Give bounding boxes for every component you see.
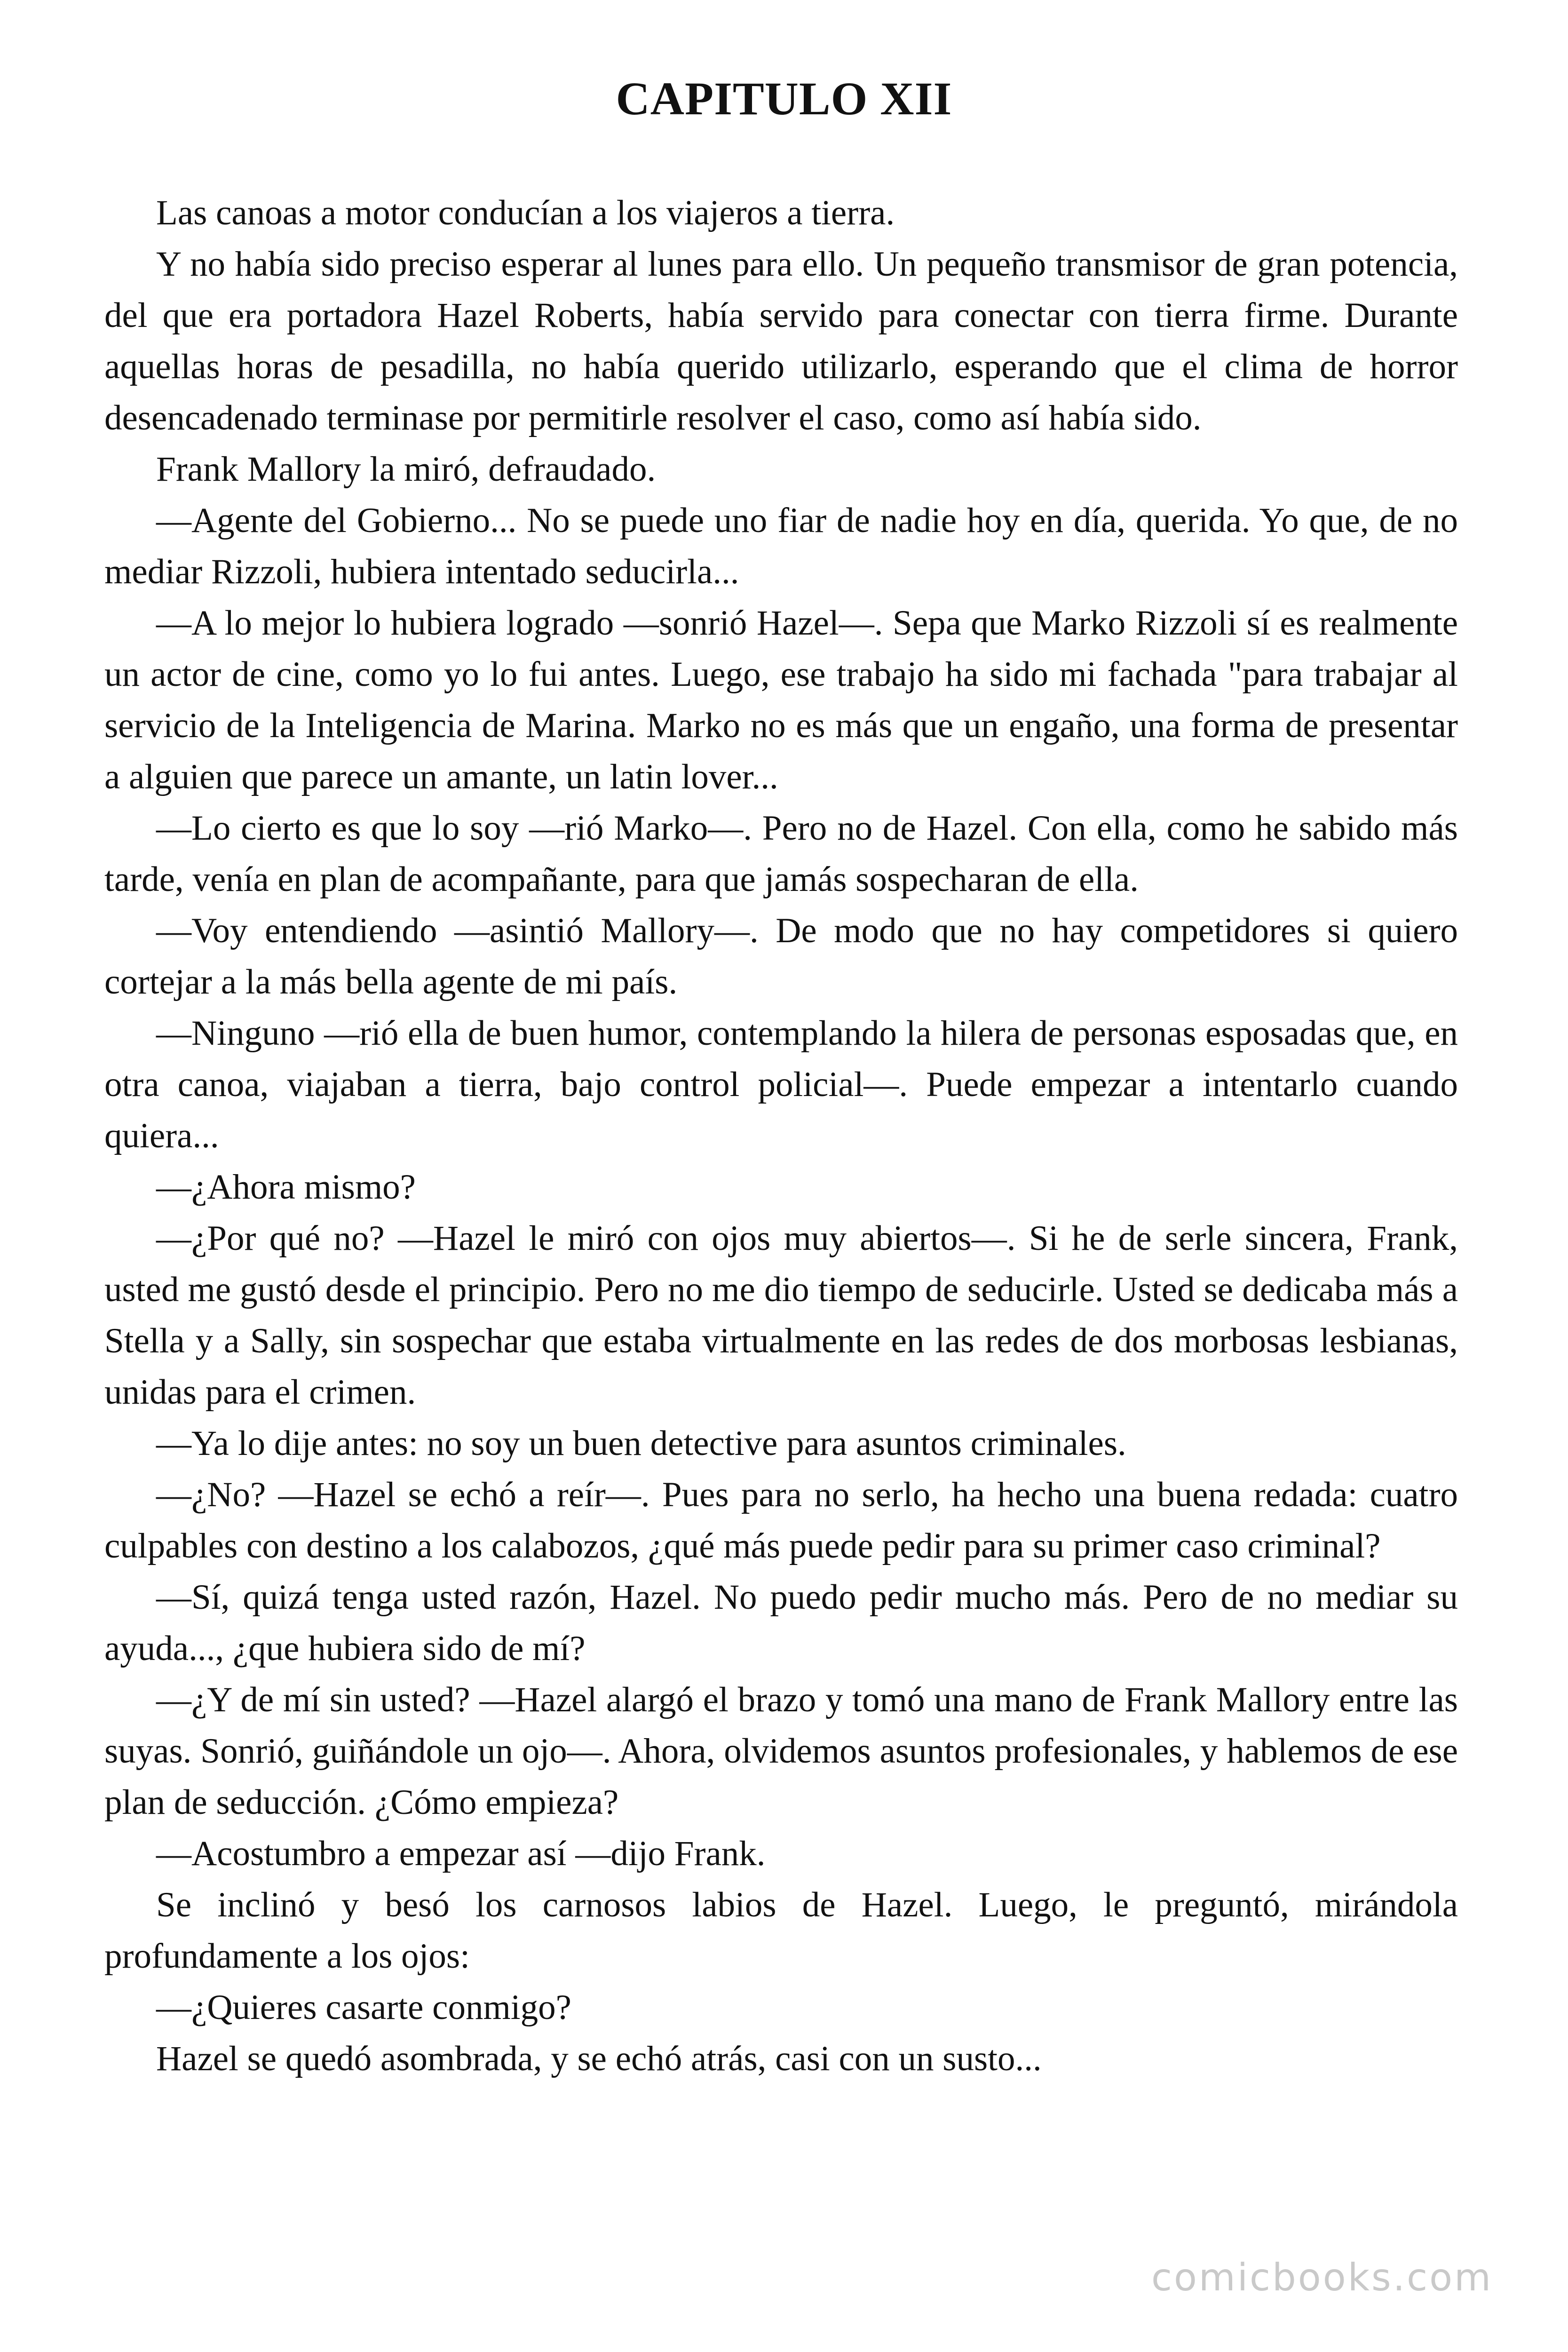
paragraph: —¿Por qué no? —Hazel le miró con ojos muy abiertos—. Si he de serle sincera, Frank, usted me gustó desde el principio. Pero no me dio tiempo de seducirle. Usted se dedicaba más a Stella y a Sally, sin sospechar que estaba virtualmente en las redes de dos morbosas lesbianas, unidas para el crimen.	[104, 1219, 1458, 1412]
paragraph: Hazel se quedó asombrada, y se echó atrás, casi con un susto...	[156, 2039, 1042, 2078]
paragraph: —Sí, quizá tenga usted razón, Hazel. No puedo pedir mucho más. Pero de no mediar su ayuda..., ¿que hubiera sido de mí?	[104, 1578, 1458, 1668]
chapter-body	[104, 187, 1458, 2084]
paragraph: Las canoas a motor conducían a los viajeros a tierra.	[156, 193, 895, 232]
paragraph: —Voy entendiendo —asintió Mallory—. De modo que no hay competidores si quiero cortejar a la más bella agente de mi país.	[104, 911, 1458, 1001]
paragraph: —Ya lo dije antes: no soy un buen detective para asuntos criminales.	[156, 1424, 1126, 1463]
paragraph: —Ninguno —rió ella de buen humor, contemplando la hilera de personas esposadas que, en otra canoa, viajaban a tierra, bajo control policial—. Puede empezar a intentarlo cuando quiera...	[104, 1014, 1458, 1155]
paragraph: Se inclinó y besó los carnosos labios de Hazel. Luego, le preguntó, mirándola profundamente a los ojos:	[104, 1885, 1458, 1976]
paragraph: —Lo cierto es que lo soy —rió Marko—. Pero no de Hazel. Con ella, como he sabido más tarde, venía en plan de acompañante, para que jamás sospecharan de ella.	[104, 809, 1458, 899]
paragraph: —¿Quieres casarte conmigo?	[156, 1988, 571, 2027]
paragraph: —¿Y de mí sin usted? —Hazel alargó el brazo y tomó una mano de Frank Mallory entre las suyas. Sonrió, guiñándole un ojo—. Ahora, olvidemos asuntos profesionales, y hablemos de ese plan de seducción. ¿Cómo empieza?	[104, 1680, 1458, 1822]
paragraph: —¿No? —Hazel se echó a reír—. Pues para no serlo, ha hecho una buena redada: cuatro culpables con destino a los calabozos, ¿qué más puede pedir para su primer caso criminal?	[104, 1475, 1458, 1565]
chapter-title: CAPITULO XII	[616, 72, 952, 125]
paragraph: —¿Ahora mismo?	[156, 1168, 416, 1207]
paragraph: —A lo mejor lo hubiera logrado —sonrió Hazel—. Sepa que Marko Rizzoli sí es realmente un actor de cine, como yo lo fui antes. Luego, ese trabajo ha sido mi fachada "para trabajar al servicio de la Inteligencia de Marina. Marko no es más que un engaño, una forma de presentar a alguien que parece un amante, un latin lover...	[104, 604, 1458, 796]
paragraph: Frank Mallory la miró, defraudado.	[156, 450, 656, 489]
paragraph: —Agente del Gobierno... No se puede uno fiar de nadie hoy en día, querida. Yo que, de no mediar Rizzoli, hubiera intentado seducirla...	[104, 501, 1458, 591]
paragraph: Y no había sido preciso esperar al lunes para ello. Un pequeño transmisor de gran potencia, del que era portadora Hazel Roberts, había servido para conectar con tierra firme. Durante aquellas horas de pesadilla, no había querido utilizarlo, esperando que el clima de horror desencadenado terminase por permitirle resolver el caso, como así había sido.	[104, 245, 1458, 437]
paragraph: —Acostumbro a empezar así —dijo Frank.	[156, 1834, 766, 1873]
site-watermark: comicbooks.com	[1147, 2254, 1497, 2301]
